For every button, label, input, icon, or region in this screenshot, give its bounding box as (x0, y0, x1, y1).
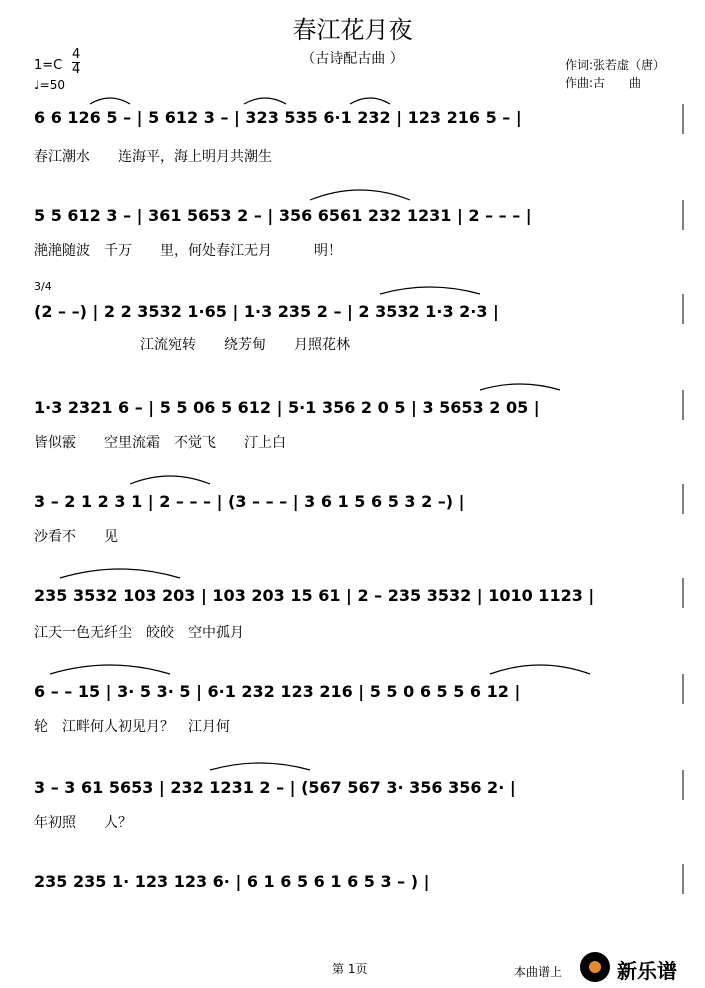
song-title: 春江花月夜 (292, 16, 413, 44)
score-row-4-lyrics: 皆似霰 空里流霜 不觉飞 汀上白 (34, 435, 286, 451)
time-signature-change: 3/4 (34, 280, 52, 293)
score-row-2-notes: 5 5 612 3 – | 361 5653 2 – | 356 6561 232 1231 | 2 – – – | (34, 206, 532, 225)
time-signature (72, 48, 80, 77)
brand-logo-icon (580, 952, 610, 982)
score-row-4-notes: 1·3 2321 6 – | 5 5 06 5 612 | 5·1 356 2 0 5 | 3 5653 2 05 | (34, 398, 540, 417)
composer-credit: 作曲:古 曲 (565, 76, 642, 90)
time-signature-top: 4 (72, 47, 81, 62)
score-row-1-lyrics: 春江潮水 连海平，海上明月共潮生 (34, 149, 272, 165)
song-subtitle: （古诗配古曲 ） (301, 51, 404, 67)
score-row-3-notes: (2 – –) | 2 2 3532 1·65 | 1·3 235 2 – | 2 3532 1·3 2·3 | (34, 302, 499, 321)
page-number: 第 1页 (332, 962, 368, 976)
source-note: 本曲谱上 (514, 965, 563, 979)
score-row-5-lyrics: 沙看不 见 (34, 529, 118, 545)
score-row-2-lyrics: 滟滟随波 千万 里，何处春江无月 明！ (34, 243, 342, 259)
score-row-1-notes: 6 6 126 5 – | 5 612 3 – | 323 535 6·1 232 | 123 216 5 – | (34, 108, 522, 127)
score-row-6-notes: 235 3532 103 203 | 103 203 15 61 | 2 – 235 3532 | 1010 1123 | (34, 586, 595, 605)
score-row-9-notes: 235 235 1· 123 123 6· | 6 1 6 5 6 1 6 5 3 – ) | (34, 872, 430, 891)
brand-name: 新乐谱 (617, 959, 677, 983)
score-row-3-lyrics: 江流宛转 绕芳甸 月照花林 (140, 337, 350, 353)
tempo-marking: ♩=50 (34, 78, 65, 92)
score-row-7-lyrics: 轮 江畔何人初见月？ 江月何 (34, 719, 230, 735)
time-signature-bottom: 4 (72, 62, 81, 77)
key-signature: 1=C (34, 58, 63, 73)
score-row-5-notes: 3 – 2 1 2 3 1 | 2 – – – | (3 – – – | 3 6 1 5 6 5 3 2 –) | (34, 492, 465, 511)
score-row-6-lyrics: 江天一色无纤尘 皎皎 空中孤月 (34, 625, 244, 641)
score-row-8-lyrics: 年初照 人？ (34, 815, 132, 831)
score-row-8-notes: 3 – 3 61 5653 | 232 1231 2 – | (567 567 3· 356 356 2· | (34, 778, 516, 797)
score-row-7-notes: 6 – – 15 | 3· 5 3· 5 | 6·1 232 123 216 | 5 5 0 6 5 5 6 12 | (34, 682, 521, 701)
lyricist-credit: 作词:张若虚（唐） (565, 58, 666, 72)
